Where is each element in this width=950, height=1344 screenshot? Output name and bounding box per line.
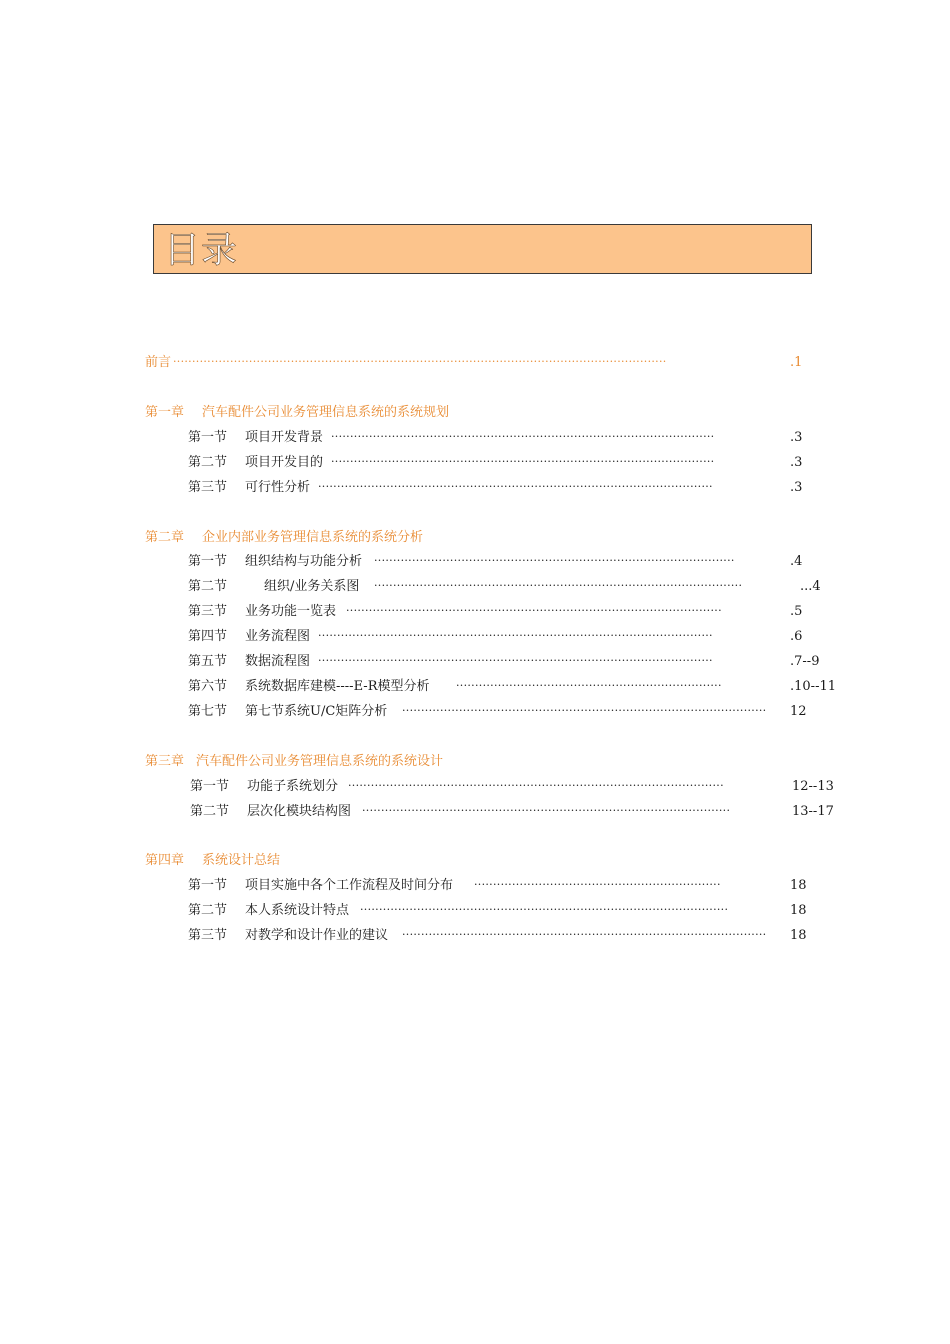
leader-dots: ········································································································ [318, 654, 713, 667]
chapter-label: 第三章 [145, 754, 185, 769]
section-page: 18 [790, 878, 807, 893]
section-page: .4 [790, 554, 803, 569]
section-page: ...4 [800, 579, 821, 594]
section-label: 第一节 [190, 779, 230, 794]
section-label: 第六节 [188, 679, 228, 694]
section-page: 18 [790, 903, 807, 918]
section-title: 业务流程图 [245, 629, 311, 644]
toc-chapter-4[interactable] [145, 851, 545, 871]
section-page: 12 [790, 704, 807, 719]
leader-dots: ····································································································· [331, 430, 715, 443]
section-title: 组织结构与功能分析 [245, 554, 363, 569]
toc-chapter-2[interactable] [145, 528, 545, 548]
section-page: .7--9 [790, 654, 820, 669]
leader-dots: ································································································· [360, 903, 729, 916]
toc-chapter-3[interactable] [145, 752, 545, 772]
section-label: 第三节 [188, 480, 228, 495]
section-label: 第二节 [188, 455, 228, 470]
section-label: 第五节 [188, 654, 228, 669]
section-title: 本人系统设计特点 [245, 903, 350, 918]
section-page: 18 [790, 928, 807, 943]
section-title: 功能子系统划分 [247, 779, 339, 794]
leader-dots: ········································································································ [318, 629, 713, 642]
leader-dots: ································································· [474, 878, 721, 891]
toc-entry-3-2[interactable] [190, 802, 835, 822]
section-label: 第四节 [188, 629, 228, 644]
section-page: 12--13 [792, 779, 834, 794]
toc-entry-3-1[interactable] [190, 777, 835, 797]
section-label: 第七节 [188, 704, 228, 719]
leader-dots: ································································································ [402, 704, 767, 717]
leader-dots: ································································································· [362, 804, 731, 817]
toc-entry-1-3[interactable] [188, 478, 808, 498]
leader-dots: ·································································································································· [173, 355, 667, 368]
section-title: 系统数据库建模----E-R模型分析 [245, 679, 430, 694]
section-page: .3 [790, 480, 803, 495]
section-title: 业务功能一览表 [245, 604, 337, 619]
leader-dots: ····································································································· [331, 455, 715, 468]
section-page: .3 [790, 430, 803, 445]
toc-entry-2-2[interactable] [188, 577, 828, 597]
leader-dots: ······························································································· [374, 554, 735, 567]
chapter-label: 第一章 [145, 405, 185, 420]
leader-dots: ······································································ [456, 679, 722, 692]
chapter-title: 系统设计总结 [202, 853, 281, 868]
section-label: 第二节 [190, 804, 230, 819]
leader-dots: ··································································································· [346, 604, 722, 617]
toc-entry-1-1[interactable] [188, 428, 808, 448]
section-title: 项目实施中各个工作流程及时间分布 [245, 878, 454, 893]
section-title: 数据流程图 [245, 654, 311, 669]
toc-entry-title: 前言 [145, 355, 172, 370]
chapter-title: 汽车配件公司业务管理信息系统的系统规划 [202, 405, 450, 420]
leader-dots: ··································································································· [348, 779, 724, 792]
toc-entry-1-2[interactable] [188, 453, 808, 473]
leader-dots: ········································································································ [318, 480, 713, 493]
section-title: 层次化模块结构图 [247, 804, 352, 819]
section-label: 第三节 [188, 604, 228, 619]
section-page: .3 [790, 455, 803, 470]
section-label: 第一节 [188, 878, 228, 893]
section-page: .6 [790, 629, 803, 644]
toc-entry-2-1[interactable] [188, 552, 808, 572]
section-label: 第二节 [188, 903, 228, 918]
section-label: 第一节 [188, 430, 228, 445]
section-page: 13--17 [792, 804, 834, 819]
section-page: .5 [790, 604, 803, 619]
toc-entry-2-4[interactable] [188, 627, 808, 647]
leader-dots: ································································································· [374, 579, 743, 592]
section-page: .10--11 [790, 679, 837, 694]
section-title: 对教学和设计作业的建议 [245, 928, 389, 943]
section-label: 第三节 [188, 928, 228, 943]
toc-entry-4-3[interactable] [188, 926, 808, 946]
section-title: 第七节系统U/C矩阵分析 [245, 704, 388, 719]
toc-entry-page: .1 [790, 355, 803, 370]
toc-chapter-1[interactable] [145, 403, 545, 423]
toc-entry-4-2[interactable] [188, 901, 808, 921]
toc-entry-2-5[interactable] [188, 652, 828, 672]
section-title: 组织/业务关系图 [264, 579, 360, 594]
leader-dots: ································································································ [402, 928, 767, 941]
toc-entry-2-3[interactable] [188, 602, 808, 622]
toc-entry-preface[interactable] [145, 353, 805, 373]
chapter-title: 汽车配件公司业务管理信息系统的系统设计 [196, 754, 444, 769]
section-title: 项目开发目的 [245, 455, 324, 470]
toc-entry-2-7[interactable] [188, 702, 808, 722]
toc-entry-2-6[interactable] [188, 677, 838, 697]
toc-heading: 目录 [164, 230, 239, 271]
section-title: 可行性分析 [245, 480, 311, 495]
section-label: 第二节 [188, 579, 228, 594]
toc-entry-4-1[interactable] [188, 876, 808, 896]
chapter-label: 第四章 [145, 853, 185, 868]
section-title: 项目开发背景 [245, 430, 324, 445]
section-label: 第一节 [188, 554, 228, 569]
toc-heading-box [153, 224, 812, 274]
chapter-label: 第二章 [145, 530, 185, 545]
chapter-title: 企业内部业务管理信息系统的系统分析 [202, 530, 424, 545]
